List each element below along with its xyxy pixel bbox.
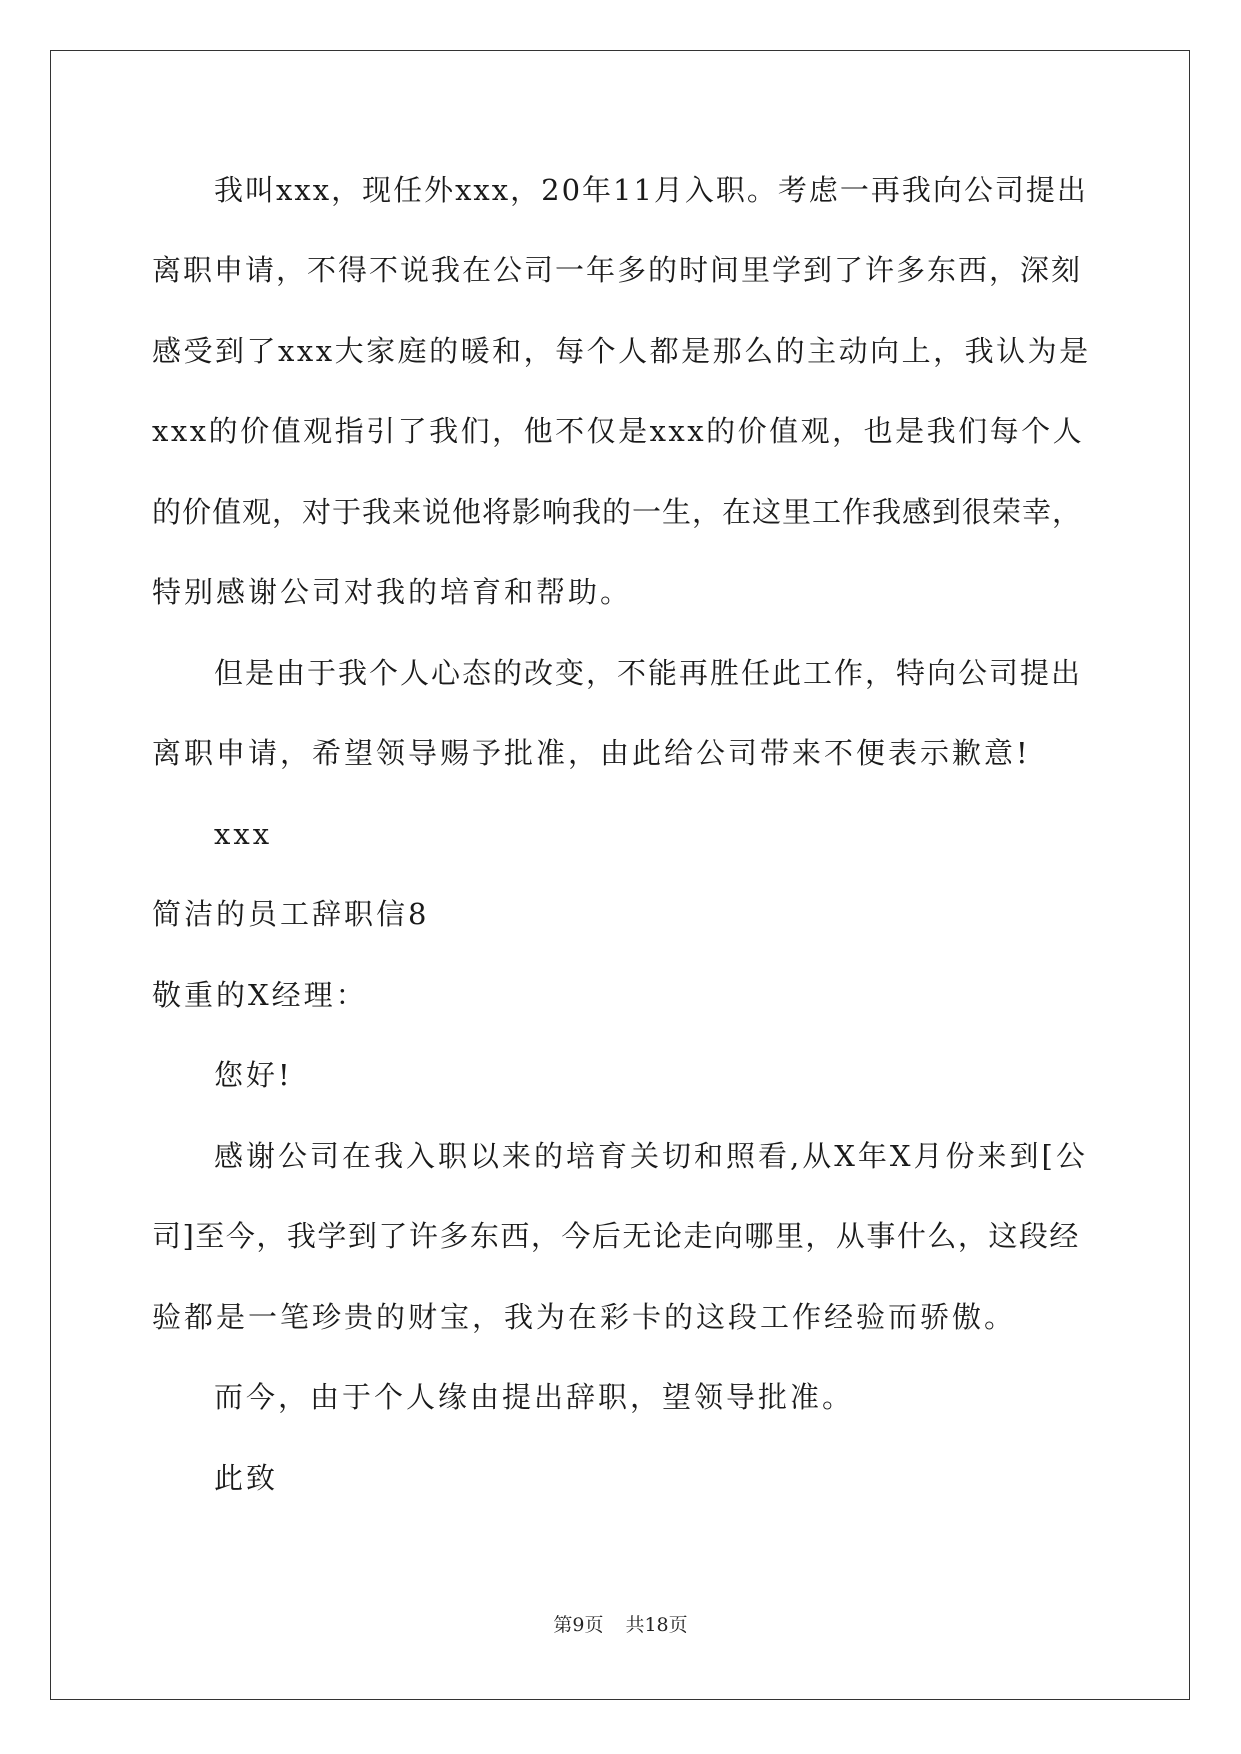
signature-name: xxx [214, 817, 273, 851]
total-pages: 共18页 [625, 1614, 688, 1636]
paragraph-line: 而今，由于个人缘由提出辞职，望领导批准。 [214, 1380, 855, 1414]
paragraph-line: 离职申请，不得不说我在公司一年多的时间里学到了许多东西，深刻 [152, 253, 1083, 287]
salutation: 敬重的X经理： [152, 978, 368, 1012]
paragraph-line: 特别感谢公司对我的培育和帮助。 [152, 575, 633, 609]
paragraph-line: 验都是一笔珍贵的财宝，我为在彩卡的这段工作经验而骄傲。 [152, 1300, 1017, 1334]
greeting: 您好! [214, 1058, 293, 1092]
section-title: 简洁的员工辞职信8 [152, 897, 430, 931]
current-page-number: 第9页 [553, 1614, 604, 1636]
paragraph-line: 的价值观，对于我来说他将影响我的一生，在这里工作我感到很荣幸， [152, 495, 1083, 529]
paragraph-line: 司]至今，我学到了许多东西，今后无论走向哪里，从事什么，这段经 [152, 1219, 1080, 1253]
paragraph-line: 但是由于我个人心态的改变，不能再胜任此工作，特向公司提出 [214, 656, 1083, 690]
paragraph-line: xxx的价值观指引了我们，他不仅是xxx的价值观，也是我们每个人 [152, 414, 1085, 448]
page-footer [0, 1612, 1241, 1638]
closing: 此致 [214, 1461, 279, 1495]
paragraph-line: 感谢公司在我入职以来的培育关切和照看,从X年X月份来到[公 [214, 1139, 1088, 1173]
page-border [50, 50, 1190, 1700]
paragraph-line: 我叫xxx，现任外xxx，20年11月入职。考虑一再我向公司提出 [214, 173, 1088, 207]
paragraph-line: 感受到了xxx大家庭的暖和，每个人都是那么的主动向上，我认为是 [152, 334, 1091, 368]
paragraph-line: 离职申请，希望领导赐予批准，由此给公司带来不便表示歉意! [152, 736, 1031, 770]
